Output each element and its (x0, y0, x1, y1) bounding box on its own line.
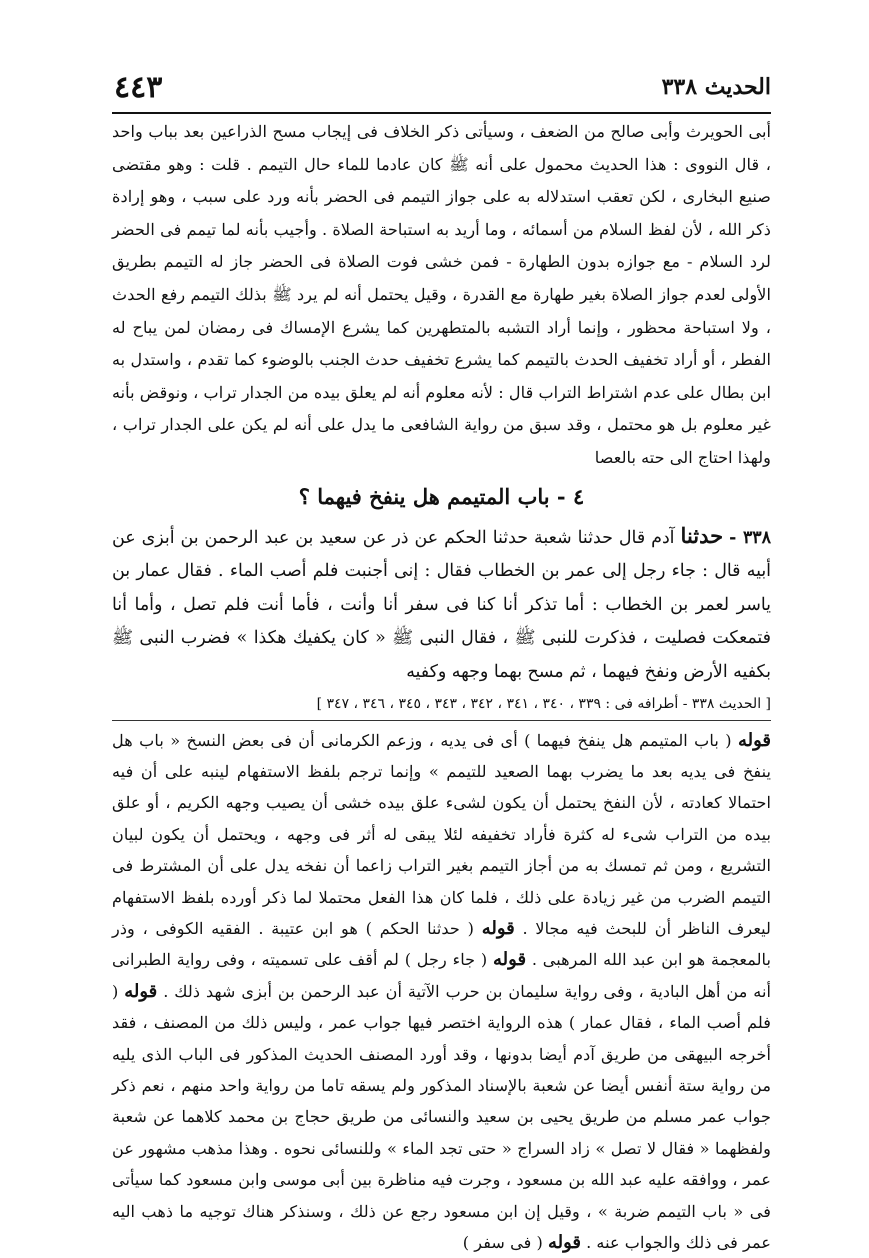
lower-commentary (112, 725, 771, 1258)
running-head: الحديث ٣٣٨ (662, 74, 771, 100)
hadith-text: آدم قال حدثنا شعبة حدثنا الحكم عن ذر عن سعيد بن عبد الرحمن بن أبزى عن أبيه قال : جاء رجل إلى عمر بن الخطاب فقال : إنى أجنبت فلم أصب الماء . فقال عمار بن ياسر لعمر بن الخطاب : أما تذكر أنا كنا فى سفر أنا وأنت ، فأما أنت فلم تصل ، وأما أنا فتمعكت فصليت ، فذكرت للنبى ﷺ ، فقال النبى ﷺ « كان يكفيك هكذا » فضرب النبى ﷺ بكفيه الأرض ونفخ فيهما ، ثم مسح بهما وجهه وكفيه (112, 528, 771, 682)
commentary-text: ( باب المتيمم هل ينفخ فيهما ) أى فى يديه ، وزعم الكرمانى أن فى بعض النسخ « باب هل ينفخ فى يديه بعد ما يضرب بهما الصعيد للتيمم » وإنما ترجم بلفظ الاستفهام لينبه على أن فيه احتمالا كعادته ، لأن النفخ يحتمل أن يكون لشىء علق بيده خشى أن يصيب وجهه الكريم ، أو علق بيده من التراب شىء له كثرة فأراد تخفيفه لئلا يبقى له أثر فى وجهه ، ويحتمل أن يكون لبيان التشريع ، ومن ثم تمسك به من أجاز التيمم بغير التراب زاعما أن نفخه يدل على أن المشترط فى التيمم الضرب من غير زيادة على ذلك ، فلما كان هذا الفعل محتملا لما ذكر أورده بلفظ الاستفهام ليعرف الناظر أن للبحث فيه مجالا . (112, 731, 771, 938)
page-header (112, 70, 771, 116)
header-rule (112, 112, 771, 114)
qawluhu-marker: قوله (738, 730, 771, 751)
qawluhu-marker: قوله (482, 918, 515, 939)
commentary-text: ( فى سفر ) (463, 1233, 543, 1252)
commentary-segment (112, 731, 771, 938)
qawluhu-marker: قوله (493, 949, 526, 970)
commentary-segment (463, 1233, 581, 1252)
commentary-text: ( فلم أصب الماء ، فقال عمار ) هذه الرواية اختصر فيها جواب عمر ، وليس ذلك من المصنف ، فقد أخرجه البيهقى من طريق آدم أيضا بدونها ، وقد أورد المصنف الحديث المذكور فى الباب الذى يليه من رواية ستة أنفس أيضا عن شعبة بالإسناد المذكور ولم يسقه تاما من رواية واحد منهم ، نعم ذكر جواب عمر مسلم من طريق يحيى بن سعيد والنسائى من طريق حجاج بن محمد كلاهما عن شعبة ولفظهما « فقال لا تصل » زاد السراج « حتى تجد الماء » وللنسائى نحوه . وهذا مذهب مشهور عن عمر ، ووافقه عليه عبد الله بن مسعود ، وجرت فيه مناظرة بين أبى موسى وابن مسعود كما سيأتى فى « باب التيمم ضربة » ، وقيل إن ابن مسعود رجع عن ذلك ، وسنذكر هناك توجيه ما ذهب اليه عمر فى ذلك والجواب عنه . (112, 982, 771, 1252)
page-number: ٤٤٣ (114, 70, 162, 105)
commentary-text: ( حدثنا الحكم ) هو ابن عتيبة . الفقيه الكوفى ، وذر بالمعجمة هو ابن عبد الله المرهبى . (112, 919, 771, 969)
hadith-block (112, 519, 771, 690)
commentary-segment (112, 982, 771, 1252)
qawluhu-marker: قوله (124, 981, 157, 1002)
upper-commentary (112, 116, 771, 475)
chapter-heading: ٤ - باب المتيمم هل ينفخ فيهما ؟ (112, 475, 771, 519)
commentary-text: ( جاء رجل ) لم أقف على تسميته ، وفى رواية الطبرانى أنه من أهل البادية ، وفى رواية سليمان بن حرب الآتية أن عبد الرحمن بن أبزى شهد ذلك . (112, 950, 771, 1000)
qawluhu-marker: قوله (548, 1232, 581, 1253)
hadith-atraf: [ الحديث ٣٣٨ - أطرافه فى : ٣٣٩ ، ٣٤٠ ، ٣٤١ ، ٣٤٢ ، ٣٤٣ ، ٣٤٥ ، ٣٤٦ ، ٣٤٧ ] (112, 690, 771, 721)
upper-commentary-paragraph: أبى الحويرث وأبى صالح من الضعف ، وسيأتى ذكر الخلاف فى إيجاب مسح الذراعين بعد بباب واحد ، قال النووى : هذا الحديث محمول على أنه ﷺ كان عادما للماء حال التيمم . قلت : وهو مقتضى صنيع البخارى ، لكن تعقب استدلاله به على جواز التيمم فى الحضر بأنه ورد على سبب ، وهو إرادة ذكر الله ، لأن لفظ السلام من أسمائه ، وما أريد به استباحة الصلاة . وأجيب بأنه لما تيمم فى الحضر لرد السلام - مع جوازه بدون الطهارة - فمن خشى فوت الصلاة فى الحضر جاز له التيمم بطريق الأولى لعدم جواز الصلاة بغير طهارة مع القدرة ، وقيل يحتمل أنه لم يرد ﷺ بذلك التيمم رفع الحدث ، ولا استباحة محظور ، وإنما أراد التشبه بالمتطهرين كما يشرع الإمساك فى رمضان لمن يباح له الفطر ، أو أراد تخفيف الحدث بالتيمم كما يشرع تخفيف حدث الجنب بالوضوء كما تقدم ، واستدل به ابن بطال على عدم اشتراط التراب قال : لأنه معلوم أنه لم يعلق بيده من الجدار تراب ، ونوقض بأنه غير معلوم بل هو محتمل ، وقد سبق من رواية الشافعى ما يدل على أنه لم يكن على الجدار تراب ، ولهذا احتاج الى حته بالعصا (112, 116, 771, 475)
hadith-number: ٣٣٨ - (729, 528, 771, 548)
hadith-opener: حدثنا (681, 523, 724, 548)
